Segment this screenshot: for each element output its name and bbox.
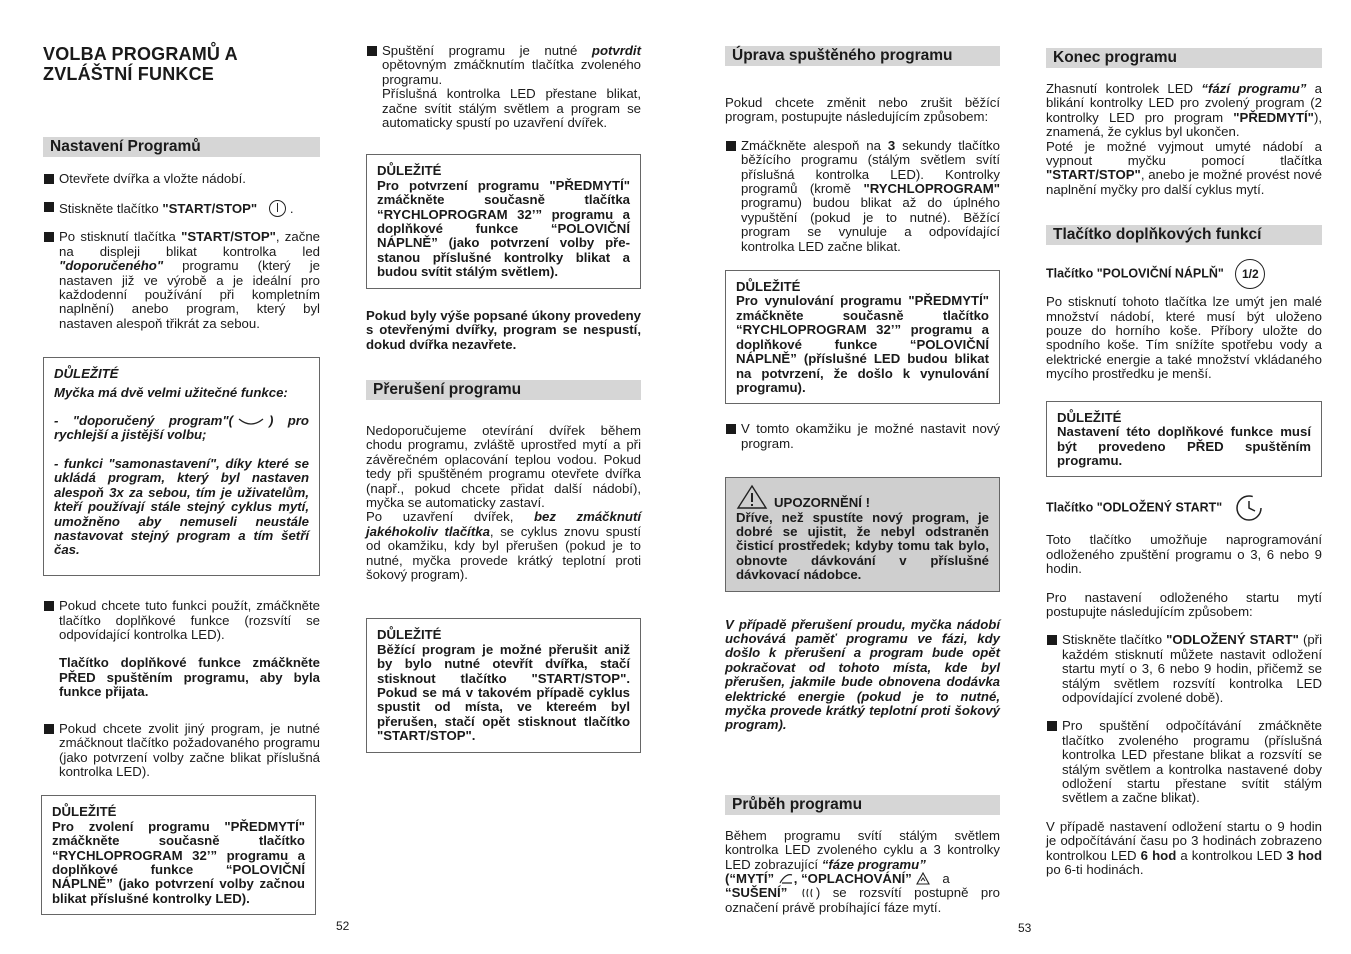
- section-heading-interruption: Přerušení programu: [366, 380, 641, 400]
- important-box-functions: DŮLEŽITÉ Myčka má dvě velmi užitečné funkce: - "doporučený program"( ) pro rychlejší a jistější volbu; - funkci "samonastavení", díky které se ukládá program, který byl nastaven alespoň 3x za sebou, tím je uživatelům, kteří používají stále stejný cyklus mytí, umožněno aby nemuseli neustále nastavovat stejný program a tím šetří čas.: [43, 357, 320, 576]
- note-press-before-start: Tlačítko doplňkové funkce zmáčkněte PŘED spuštěním programu, aby byla funkce přijata.: [59, 655, 320, 700]
- end-text-2: Poté je možné vyjmout umyté nádobí a vypnout myčku pomocí tlačítka "START/STOP", anebo je možné provést nové naplnění myčky pro další cyklus mytí.: [1046, 138, 1322, 197]
- end-text-1: Zhasnutí kontrolek LED “fází programu” a blikání kontrolky LED pro zvolený program (2 kontrolky LED pro program "PŘEDMYTÍ"), znamená, že cyklus byl ukončen.: [1046, 81, 1322, 140]
- smile-curve-icon: [237, 417, 265, 427]
- bullet-after-start: Po stisknutí tlačítka "START/STOP", začne na displeji blikat kontrolka led "doporučeného" programu (který je nastaven již ve výrobě a je ideální pro každodenní používání při kompletním naplnění) anebo program, který byl nastaven alespoň třikrát za sebou.: [43, 230, 320, 331]
- bullet-use-function: Pokud chcete tuto funkci použít, zmáčkněte tlačítko doplňkové funkce (rozsvítí se odpovídající kontrolka LED).: [43, 599, 320, 642]
- delay-clock-icon: [1234, 493, 1264, 523]
- page-number-left: 52: [336, 919, 350, 933]
- column-2: [366, 44, 641, 753]
- wash-icon: [778, 872, 794, 885]
- bullet-start-countdown: Pro spuštění odpočítávání zmáčkněte tlačítko zvoleného programu (příslušná kontrolka LED přestane blikat a rozsvítí se stálým světlem a kontrolka nastavené doby odložení startu přestane svítit stálým světlem a začne blikat).: [1046, 719, 1322, 805]
- page-title: VOLBA PROGRAMŮ A ZVLÁŠTNÍ FUNKCE: [43, 44, 238, 84]
- bullet-press-delay: Stiskněte tlačítko "ODLOŽENÝ START" (při každém stisknutí můžete nastavit odložení startu mytí o 3, 6 nebo 9 hodin, přičemž se stálým světlem rozsvítí kontrolka LED odpovídající zvolené době).: [1046, 633, 1322, 705]
- section-heading-modify-program: Úprava spuštěného programu: [725, 46, 1000, 66]
- delay-text-1: Toto tlačítko umožňuje naprogramování odloženého zpuštění programu o 3, 6 nebo 9 hodin.: [1046, 532, 1322, 577]
- page-number-right: 53: [1018, 921, 1032, 935]
- note-door-open: Pokud byly výše popsané úkony provedeny s otevřenými dvířky, program se nespustí, dokud dvířka nezavřete.: [366, 307, 641, 352]
- interruption-text-2: Po uzavření dvířek, bez zmáčknutí jakéhokoliv tlačítka, se cyklus znovu spustí od okamžiku, kdy byl přerušen (pokud je to nutné, myčka provede krátký teplotní proti šokový program).: [366, 509, 641, 582]
- section-heading-end-program: Konec programu: [1046, 48, 1322, 68]
- half-load-label: Tlačítko "POLOVIČNÍ NÁPLŇ" 1/2: [1046, 259, 1322, 289]
- bullet-open-door: Otevřete dvířka a vložte nádobí.: [43, 172, 320, 186]
- half-load-icon: 1/2: [1235, 259, 1265, 289]
- power-failure-note: V případě přerušení proudu, myčka nádobí uchovává paměť programu ve fázi, kdy došlo k přerušení a program bude opět pokračovat od tohoto místa, kde byl přerušen, jakmile bude obnovena dodávka elektrické energie (pokud je to nutné, myčka provede krátký teplotní proti šokový program).: [725, 616, 1000, 733]
- dry-icon: [800, 886, 816, 899]
- bullet-hold-button: Zmáčkněte alespoň na 3 sekundy tlačítko běžícího programu (stálým světlem svítí příslušná kontrolka LED). Kontrolky programů (kromě "RYCHLOPROGRAM" programu) budou blikat až do úplného vypuštění (pokud je to nutné). Běžící program se vynuluje a odpovídající kontrolka LED začne blikat.: [725, 139, 1000, 254]
- important-box-prewash-select: DŮLEŽITÉ Pro zvolení programu "PŘEDMYTÍ" zmáčkněte současně tlačítko “RYCHLOPROGRAM 32’” programu a doplňkové funkce “POLOVIČNÍ NÁPLNĚ” (jako potvrzení volby začnou blikat příslušné kontrolky LED).: [41, 795, 316, 915]
- interruption-text-1: Nedoporučujeme otevírání dvířek během chodu programu, zvláště uprostřed mytí a při závěrečném oplacování teplou vodou. Pokud tedy při spuštěném programu otevřete dvířka (např., pokud chcete přidat další nádobí), myčka se automaticky zastaví.: [366, 422, 641, 510]
- half-load-text: Po stisknutí tohoto tlačítka lze umýt jen malé množství nádobí, které musí být uloženo pouze do horního koše. Příbory uložte do spodního koše. Tím snížíte spotřebu vody a elektrické energie a také množství vkládaného mycího prostředku je menší.: [1046, 294, 1322, 382]
- column-3: [725, 44, 1000, 915]
- important-box-reset: DŮLEŽITÉ Pro vynulování programu "PŘEDMYTÍ" zmáčkněte současně tlačítko “RYCHLOPROGRAM 32’” programu a doplňkové funkce “POLOVIČNÍ NÁPLNĚ” (příslušné LED budou blikat na potvrzení, že došlo k vynulování programu).: [725, 270, 1000, 404]
- modify-intro: Pokud chcete změnit nebo zrušit běžící program, postupujte následujícím způsobem:: [725, 95, 1000, 125]
- progress-text: Během programu svítí stálým světlem kontrolka LED zvoleného cyklu a 3 kontrolky LED zobrazující “fáze programu” (“MYTÍ” , “OPLACHOVÁNÍ” a “SUŠENÍ” ) se rozsvítí postupně pro označení právě probíhající fáze mytí.: [725, 827, 1000, 915]
- rinse-icon: [915, 872, 931, 885]
- bullet-confirm-program: Spuštění programu je nutné potvrdit opětovným zmáčknutím tlačítka zvoleného programu. Příslušná kontrolka LED přestane blikat, začne svítit stálým světlem a program se automaticky spustí po uzavření dvířek.: [366, 44, 641, 130]
- important-box-prewash-confirm: DŮLEŽITÉ Pro potvrzení programu "PŘEDMYTÍ" zmáčkněte současně tlačítka “RYCHLOPROGRAM 32’” programu a doplňkové funkce “POLOVIČNÍ NÁPLNĚ” (jako potvrzení volby pře- stanou příslušné kontrolky blikat a budou svítit stálým světlem).: [366, 154, 641, 288]
- delay-start-label: Tlačítko "ODLOŽENÝ START": [1046, 493, 1322, 523]
- power-icon: [269, 200, 286, 217]
- warning-box: UPOZORNĚNÍ ! Dříve, než spustíte nový program, je dobré se ujistit, že nebyl odstraněn čisticí prostředek; kdyby tomu tak bylo, obnovte dávkování v příslušné dávkovací nádobce.: [725, 477, 1000, 591]
- bullet-press-start: Stiskněte tlačítko "START/STOP" .: [43, 200, 320, 217]
- important-box-extra-function: DŮLEŽITÉ Nastavení této doplňkové funkce musí být provedeno PŘED spuštěním programu.: [1046, 401, 1322, 478]
- warning-triangle-icon: [736, 484, 768, 510]
- section-heading-program-setting: Nastavení Programů: [43, 137, 320, 157]
- important-box-interrupt: DŮLEŽITÉ Běžící program je možné přerušit aniž by bylo nutné otevřít dvířka, stačí stisknout tlačítko "START/STOP". Pokud se má v takovém případě cyklus spustit od místa, ve ktereém byl přerušen, stačí opět stisknout tlačítko "START/STOP".: [366, 618, 641, 752]
- bullet-new-program: V tomto okamžiku je možné nastavit nový program.: [725, 422, 1000, 451]
- bullet-select-program: Pokud chcete zvolit jiný program, je nutné zmáčknout tlačítko požadovaného programu (jako potvrzení volby začne blikat příslušná kontrolka LED).: [43, 722, 320, 780]
- delay-text-2: Pro nastavení odloženého startu mytí postupujte následujícím způsobem:: [1046, 589, 1322, 619]
- delay-text-3: V případě nastavení odložení startu o 9 hodin je odpočítávání času po 3 hodinách zobrazeno kontrolkou LED 6 hod a kontrolkou LED 3 hod po 6-ti hodinách.: [1046, 818, 1323, 878]
- section-heading-program-progress: Průběh programu: [725, 795, 1000, 815]
- section-heading-extra-functions: Tlačítko doplňkových funkcí: [1046, 225, 1322, 245]
- column-4: [1046, 44, 1322, 877]
- column-1: [43, 44, 320, 915]
